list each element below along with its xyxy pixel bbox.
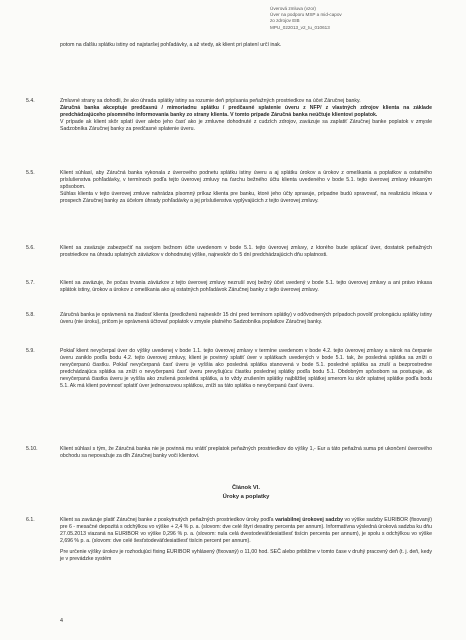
paragraph [60, 517, 432, 545]
bold-text-run: variabilnej úrokovej sadzby [275, 517, 343, 523]
header-line: Úver na podporu MSP a mid-capov [270, 12, 342, 18]
section-5-5 [60, 170, 432, 205]
section-5-8: Záručná banka je oprávnená na žiadosť klienta (predloženú najneskôr 15 dní pred termínom splátky) v odôvodnených prípadoch povoliť prolongáciu splátky istiny úveru (nie úroku), pričom je oprávnená účtovať poplatok v zmysle platného Sadzobníka poplatkov Záručnej banky. [60, 312, 432, 325]
paragraph: Pre určenie výšky úrokov je rozhodujúci fixing EURIBOR vyhlásený (fixovaný) o 11,00 hod. SEČ alebo približne v tomto čase v druhý pracovný deň (t. j. deň, kedy je v prevádzke systém [60, 548, 432, 562]
paragraph: Zmluvné strany sa dohodli, že ako úhrada splátky istiny sa rozumie deň pripísania peňažných prostriedkov na účet Záručnej banky. [60, 98, 361, 104]
section-number: 5.8. [26, 312, 35, 318]
header-line: MPU_022013_v2_tu_010613 [270, 24, 330, 30]
paragraph: V prípade ak klient skôr splatí úver alebo jeho časť ako je zmluvne dohodnuté z cudzích zdrojov, zaväzuje sa zaplatiť Záručnej banke poplatok v zmysle Sadzobníka Záručnej banky za predčasné splatenie úveru. [60, 118, 432, 132]
header-line: zo zdrojov EIB [270, 18, 300, 24]
section-number: 5.7. [26, 280, 35, 286]
section-number: 5.5. [26, 170, 35, 176]
article-title: Článok VI. [231, 485, 261, 491]
section-number: 5.10. [26, 446, 38, 452]
text-run: vo výške sadzby EURIBOR (fixovaný) pre 6 - mesačné depozitá s odchýlkou vo výške + 2,4 % p. a. (slovom: dve celé štyri desatiny percenta per annum). Informatívna výsledná úroková sadzba ku dňu 27.05.2013 viazaná na EURIBOR vo výške 0,296 % p. a. (slovom: nula celá dvestodeväťdesiatšesť tisícin percenta per annum), je spolu s odchýlkou vo výške 2,696 % p. a. (slovom: dve celé šesťstodeväťdesiatšesť tisícin percent per annum). [60, 517, 432, 544]
section-5-4 [60, 98, 432, 133]
section-6-1 [60, 517, 432, 562]
document-header [270, 6, 450, 31]
page-number: 4 [60, 618, 63, 624]
text-run: Klient sa zaväzuje platiť Záručnej banke z poskytnutých peňažných prostriedkov úroky podľa [60, 517, 276, 523]
section-number: 5.6. [26, 245, 35, 251]
section-number: 5.9. [26, 348, 35, 354]
bold-paragraph: Záručná banka akceptuje predčasnú / mimoriadnu splátku / predčasné splatenie úveru z NFP/ z vlastných zdrojov klienta na základe predchádzajúceho písomného informovania banky zo strany klienta. V tomto prípade Záručná banka neúčtuje klientovi poplatok. [60, 104, 432, 118]
section-5-9: Pokiaľ klient nevyčerpal úver do výšky uvedenej v bode 1.1. tejto úverovej zmluvy v termíne uvedenom v bode 4.2. tejto úverovej zmluvy a nárok na čerpanie úveru zaniklo podľa bodu 4.2. tejto úverovej zmluvy, klient je povinný splatiť úver v splátkach uvedených v bode 5.1. tak, že posledná splátka sa zníži o nevyčerpanú čiastku. Pokiaľ nevyčerpaná časť úveru je vyššia ako posledná splátka stanovená v bode 5.1. posledné splátka sa zruší a bezprostredne predchádzajúca splátka sa zníži o nevyčerpanú časť úveru prevyšujúcu čiastku poslednej splátky podľa bodu 5.1. Obdobným spôsobom sa postupuje, ak nevyčerpaná čiastka úveru je vyššia ako zrušená posledná splátka, a to vždy zrušením splátky najbližšej splátkej smerom ku skôr splatnej splátke podľa bodu 5.1. Ak má klient povinnosť splatiť úver jednorazovou splátkou, zníži sa táto splátka o nevyčerpanú časť úveru. [60, 348, 432, 389]
section-5-7: Klient sa zaväzuje, že počas trvania záväzkov z tejto úverovej zmluvy nezruší svoj bežný účet uvedený v bode 5.1. tejto úverovej zmluvy a ani právo inkasa splátok istiny, úrokov a úrokov z omeškania ako aj ostatných pohľadávok Záručnej banky z tejto úverovej zmluvy. [60, 280, 432, 293]
section-5-6: Klient sa zaväzuje zabezpečiť na svojom bežnom účte uvedenom v bode 5.1. tejto úverovej zmluvy, z ktorého bude splácať úver, dostatok peňažných prostriedkov na úhradu splatných záväzkov v dohodnutej výške, najneskôr do 5 dní predchádzajúcich dňu splatnosti. [60, 245, 432, 258]
article-subtitle: Úroky a poplatky [222, 494, 270, 500]
continuation-paragraph: potom na ďalšiu splátku istiny od najstaršej pohľadávky, a až vtedy, ak klient pri platení určí inak. [60, 42, 282, 48]
section-number: 6.1. [26, 517, 35, 523]
paragraph: Súhlas klienta v tejto úverovej zmluve nahrádza písomný príkaz klienta pre banku, ktoré jeho účty spravuje, prípadne budú spravovať, na realizáciu inkasa v prospech Záručnej banky za účelom úhrady pohľadávky a jej príslušenstva vyplývajúcich z tejto úverovej zmluvy. [60, 190, 432, 204]
header-line: Úverová zmluva (vzor) [270, 6, 316, 11]
section-number: 5.4. [26, 98, 35, 104]
paragraph: Klient súhlasí, aby Záručná banka vykonala z úverového podnetu splátku istiny úveru a aj splátku úrokov a úrokov z omeškania a poplatkov a ostatného príslušenstva pohľadávky, v termínoch podľa tejto úverovej zmluvy na ťarchu bežného účtu klienta uvedeného v bode 5.1. tejto úverovej zmluvy inkasným spôsobom. [60, 170, 432, 190]
section-5-10: Klient súhlasí s tým, že Záručná banka nie je povinná mu vrátiť preplatok peňažných prostriedkov do výšky 1,- Eur a táto peňažná suma pri ukončení úverového obchodu sa nepovažuje za dlh Záručnej banky voči klientovi. [60, 446, 432, 459]
